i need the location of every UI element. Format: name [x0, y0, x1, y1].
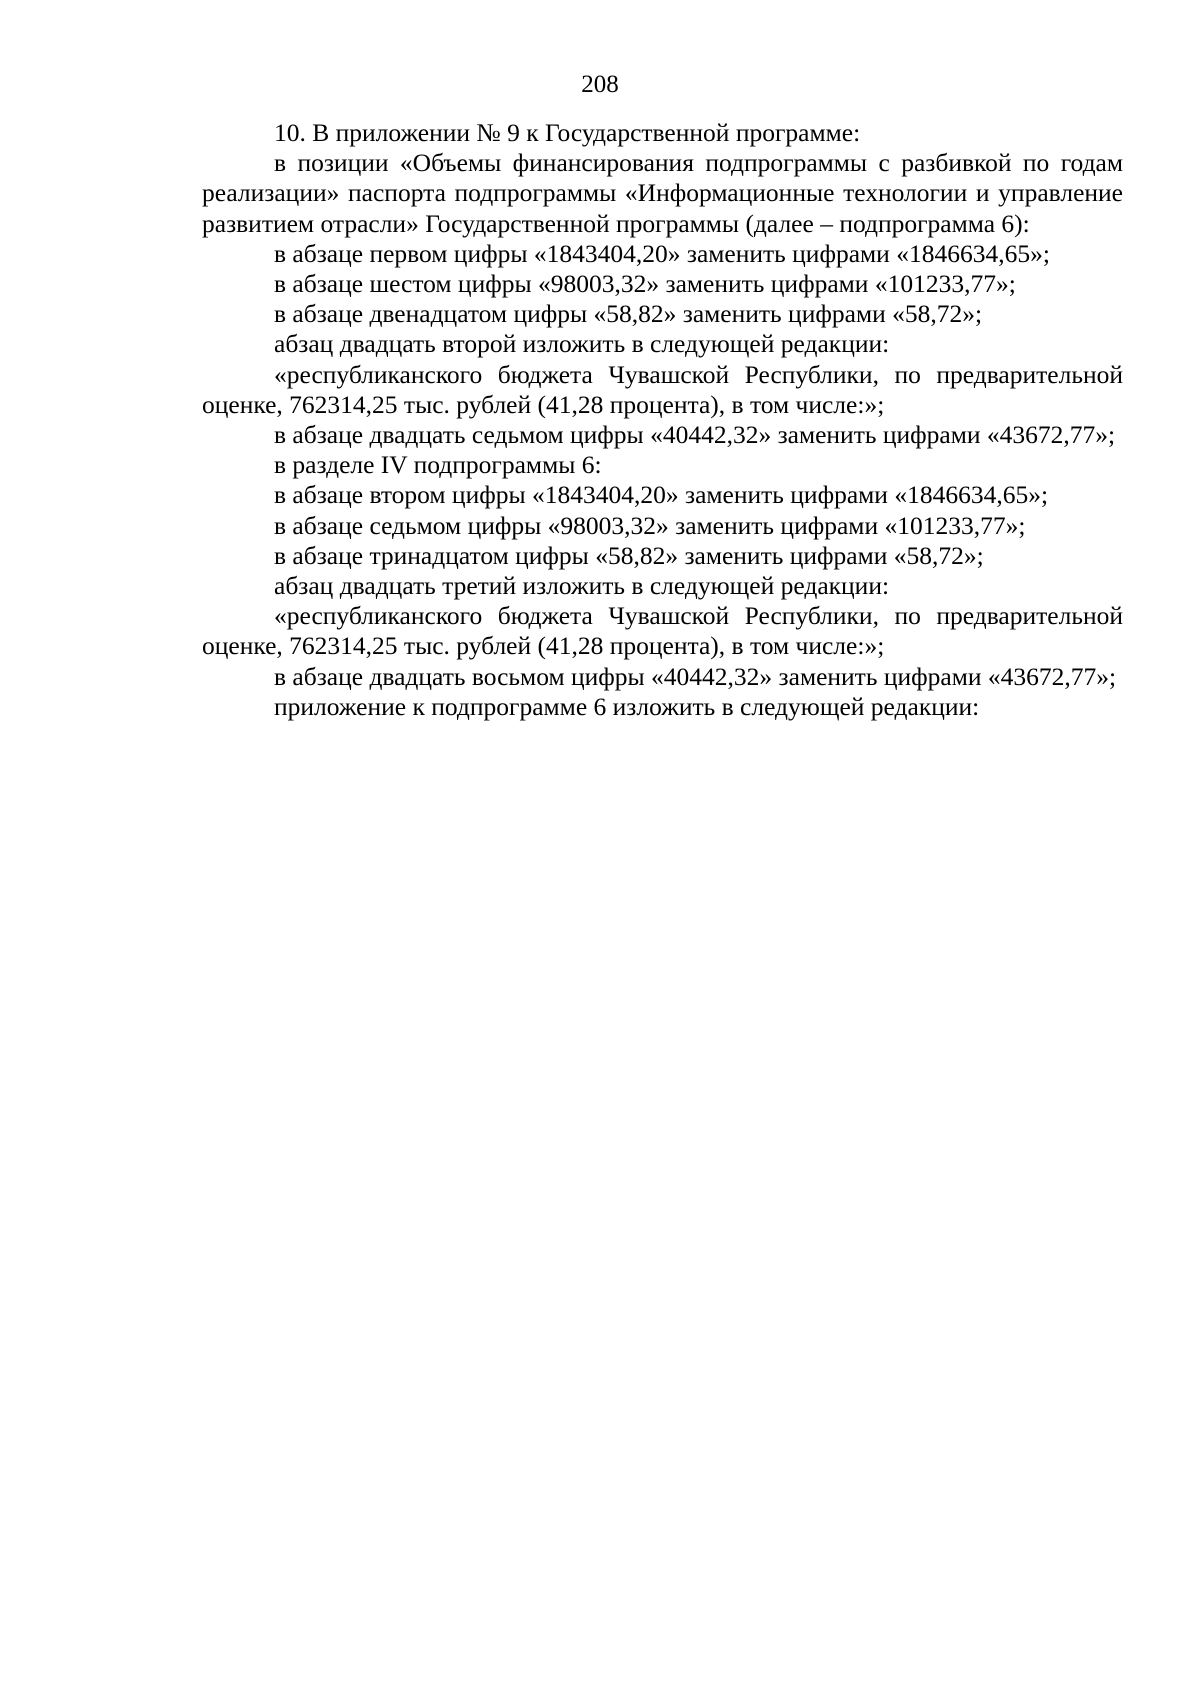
paragraph: 10. В приложении № 9 к Государственной программе: [274, 118, 861, 147]
page-number: 208 [581, 71, 619, 98]
paragraph: в абзаце втором цифры «1843404,20» заменить цифрами «1846634,65»; [274, 480, 1049, 510]
paragraph: в абзаце седьмом цифры «98003,32» заменить цифрами «101233,77»; [274, 510, 1026, 540]
document-body [202, 118, 1123, 722]
paragraph: в абзаце двадцать восьмом цифры «40442,32» заменить цифрами «43672,77»; [274, 661, 1117, 691]
paragraph: в абзаце первом цифры «1843404,20» заменить цифрами «1846634,65»; [274, 238, 1050, 268]
paragraph: в абзаце тринадцатом цифры «58,82» заменить цифрами «58,72»; [274, 540, 984, 570]
paragraph: в позиции «Объемы финансирования подпрограммы с разбивкой по годам реализации» паспорта подпрограммы «Информационные технологии и управление развитием отрасли» Государственной программы (далее – подпрограмма 6): [202, 148, 1123, 238]
paragraph: в абзаце двадцать седьмом цифры «40442,32» заменить цифрами «43672,77»; [274, 420, 1116, 450]
paragraph: «республиканского бюджета Чувашской Республики, по предварительной оценке, 762314,25 тыс. рублей (41,28 процента), в том числе:»; [202, 359, 1123, 419]
paragraph: в абзаце двенадцатом цифры «58,82» заменить цифрами «58,72»; [274, 299, 983, 329]
paragraph: приложение к подпрограмме 6 изложить в следующей редакции: [274, 691, 980, 721]
paragraph: абзац двадцать третий изложить в следующей редакции: [274, 571, 890, 601]
paragraph: в абзаце шестом цифры «98003,32» заменить цифрами «101233,77»; [274, 269, 1016, 299]
paragraph: в разделе IV подпрограммы 6: [274, 450, 602, 480]
paragraph: абзац двадцать второй изложить в следующей редакции: [274, 329, 890, 359]
paragraph: «республиканского бюджета Чувашской Республики, по предварительной оценке, 762314,25 тыс. рублей (41,28 процента), в том числе:»; [202, 601, 1123, 661]
